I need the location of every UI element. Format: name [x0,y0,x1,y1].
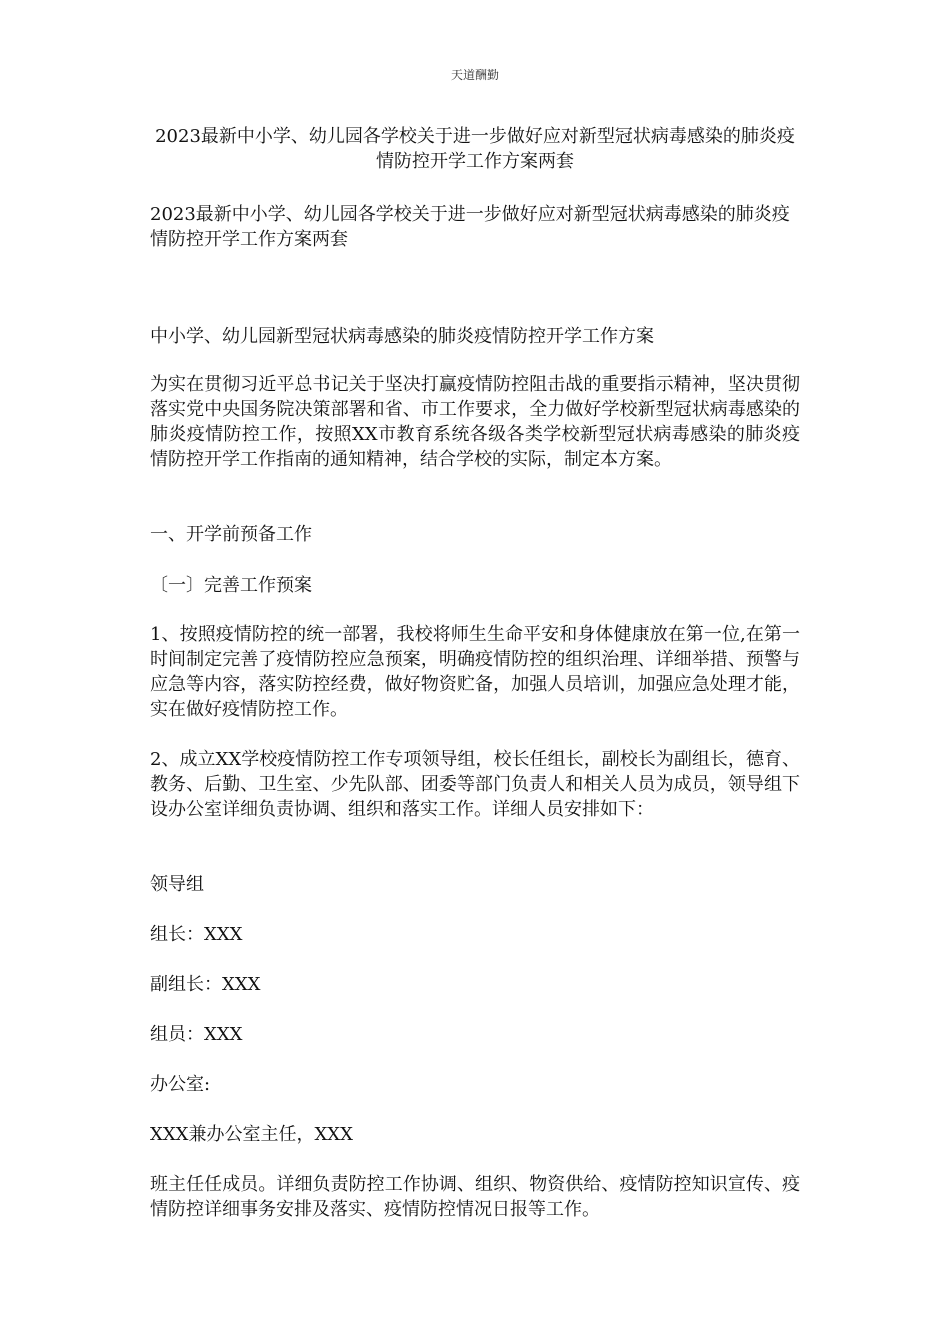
document-title: 2023最新中小学、幼儿园各学校关于进一步做好应对新型冠状病毒感染的肺炎疫情防控开学工作方案两套 [155,126,795,172]
part-one-heading: 一、开学前预备工作 [150,524,312,545]
section-title: 中小学、幼儿园新型冠状病毒感染的肺炎疫情防控开学工作方案 [150,326,654,347]
item-2-paragraph: 2、成立XX学校疫情防控工作专项领导组，校长任组长，副校长为副组长，德育、教务、后勤、卫生室、少先队部、团委等部门负责人和相关人员为成员，领导组下设办公室详细负责协调、组织和落实工作。详细人员安排如下： [150,749,800,820]
leader-line: 组长：XXX [150,924,243,945]
subsection-one-heading: 〔一〕完善工作预案 [150,575,312,596]
vice-leader-line: 副组长：XXX [150,974,261,995]
item-1-paragraph: 1、按照疫情防控的统一部署，我校将师生生命平安和身体健康放在第一位,在第一时间制定完善了疫情防控应急预案，明确疫情防控的组织治理、详细举措、预警与应急等内容，落实防控经费，做好物资贮备，加强人员培训，加强应急处理才能，实在做好疫情防控工作。 [150,624,800,720]
intro-paragraph: 为实在贯彻习近平总书记关于坚决打赢疫情防控阻击战的重要指示精神，坚决贯彻落实党中央国务院决策部署和省、市工作要求，全力做好学校新型冠状病毒感染的肺炎疫情防控工作，按照XX市教育系统各级各类学校新型冠状病毒感染的肺炎疫情防控开学工作指南的通知精神，结合学校的实际，制定本方案。 [150,374,800,470]
members-line: 组员：XXX [150,1024,243,1045]
office-label: 办公室: [150,1074,211,1095]
leader-group-label: 领导组 [150,874,204,895]
document-subtitle: 2023最新中小学、幼儿园各学校关于进一步做好应对新型冠状病毒感染的肺炎疫情防控开学工作方案两套 [150,204,790,250]
page-header: 天道酬勤 [450,68,499,82]
office-description: 班主任任成员。详细负责防控工作协调、组织、物资供给、疫情防控知识宣传、疫情防控详细事务安排及落实、疫情防控情况日报等工作。 [150,1174,800,1220]
office-head-line: XXX兼办公室主任，XXX [150,1124,353,1145]
